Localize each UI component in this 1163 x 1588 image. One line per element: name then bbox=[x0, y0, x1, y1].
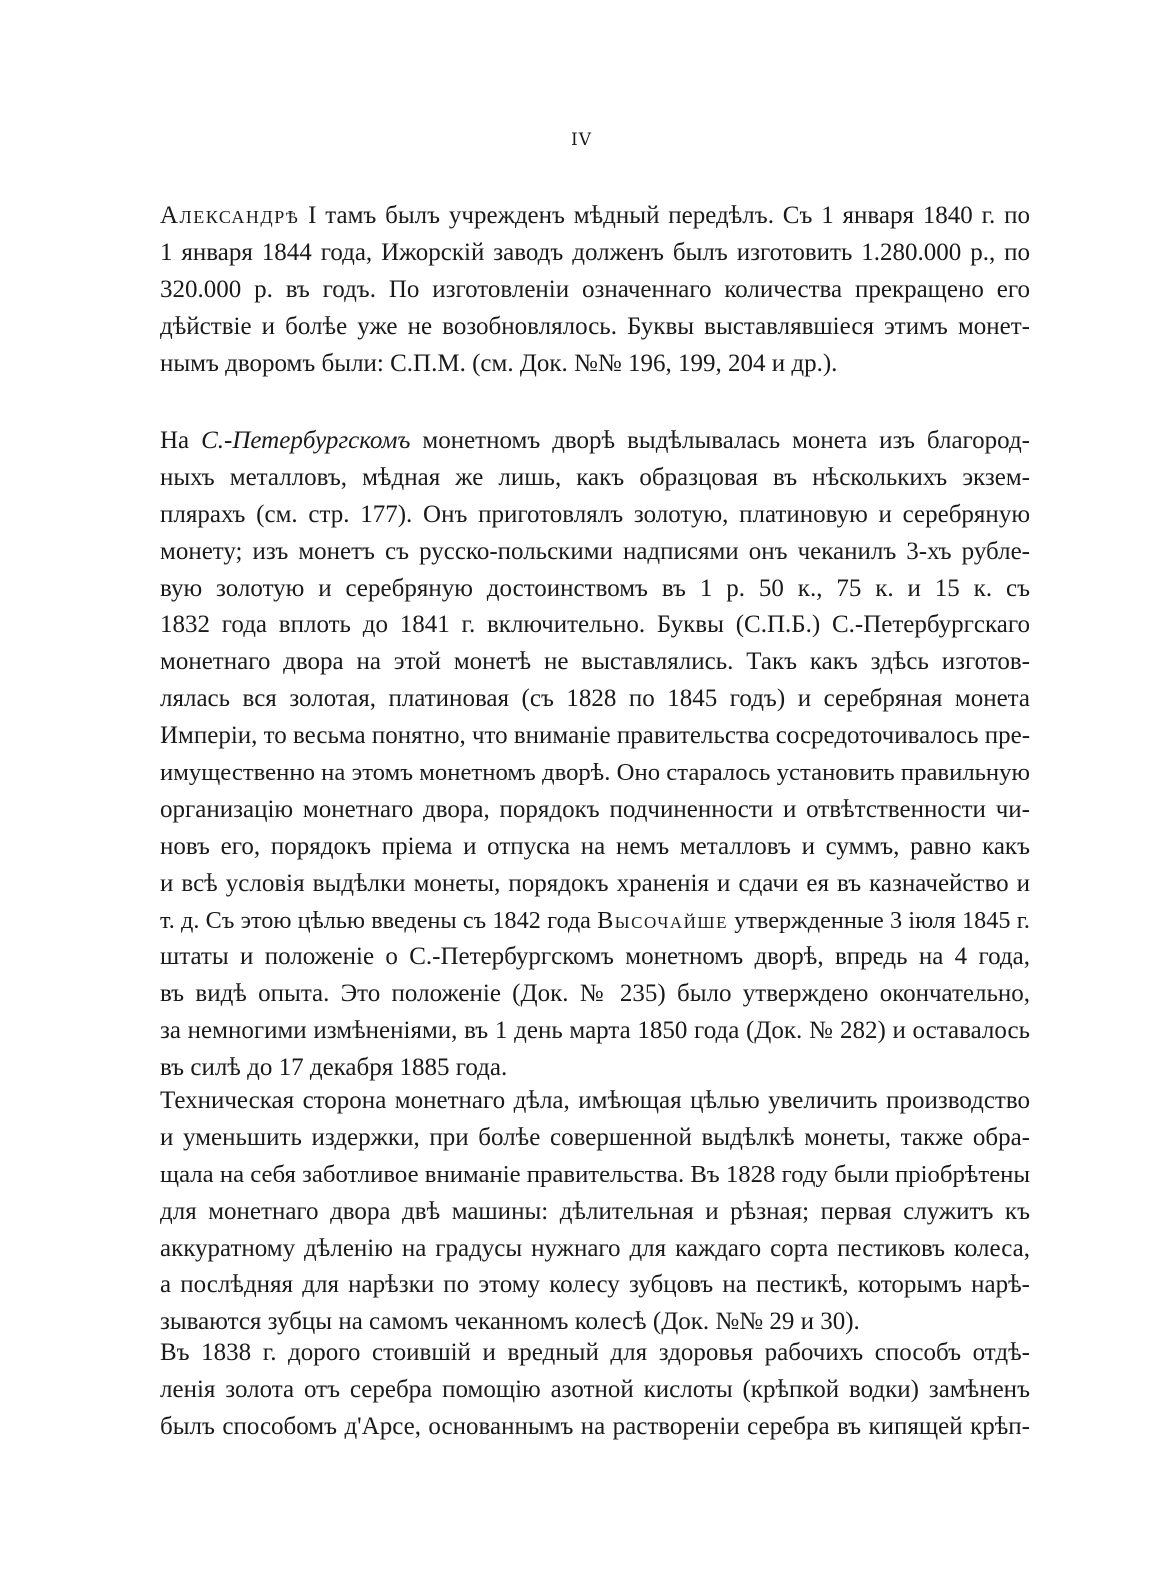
paragraph-1 bbox=[160, 198, 1030, 382]
text-line: аккуратному дѣленію на градусы нужнаго для каждаго сорта пестиковъ колеса, bbox=[160, 1234, 1030, 1262]
text-line: и всѣ условія выдѣлки монеты, порядокъ храненія и сдачи ея въ казначейство и bbox=[160, 869, 1030, 897]
text-line: монету; изъ монетъ съ русско-польскими надписями онъ чеканилъ 3-хъ рубле- bbox=[160, 537, 1030, 565]
text-line: ныхъ металловъ, мѣдная же лишь, какъ образцовая въ нѣсколькихъ экзем- bbox=[160, 463, 1030, 491]
text-line: монетнаго двора на этой монетѣ не выставлялись. Такъ какъ здѣсь изготов- bbox=[160, 648, 1030, 676]
text-line: вую золотую и серебряную достоинствомъ въ 1 р. 50 к., 75 к. и 15 к. съ bbox=[160, 574, 1030, 602]
text-line: въ силѣ до 17 декабря 1885 года. bbox=[160, 1054, 508, 1082]
text-line: плярахъ (см. стр. 177). Онъ приготовлялъ золотую, платиновую и серебряную bbox=[160, 500, 1030, 528]
text-line: имущественно на этомъ монетномъ дворѣ. Оно старалось установить правильную bbox=[160, 759, 1030, 787]
text-line: 1832 года вплоть до 1841 г. включительно. Буквы (С.П.Б.) С.-Петербургскаго bbox=[160, 611, 1030, 639]
text-line: а послѣдняя для нарѣзки по этому колесу зубцовъ на пестикѣ, которымъ нарѣ- bbox=[160, 1271, 1030, 1299]
text-line: зываются зубцы на самомъ чеканномъ колесѣ (Док. №№ 29 и 30). bbox=[160, 1308, 860, 1336]
text-line: для монетнаго двора двѣ машины: дѣлительная и рѣзная; первая служитъ къ bbox=[160, 1197, 1030, 1225]
page-number: IV bbox=[571, 130, 592, 150]
text-line: 320.000 р. въ годъ. По изготовленіи означеннаго количества прекращено его bbox=[160, 275, 1030, 303]
text-line: въ видѣ опыта. Это положеніе (Док. № 235) было утверждено окончательно, bbox=[160, 980, 1030, 1008]
paragraph-4 bbox=[160, 1335, 1030, 1446]
text-line: и уменьшить издержки, при болѣе совершенной выдѣлкѣ монеты, также обра- bbox=[160, 1123, 1030, 1151]
text-line: нымъ дворомъ были: С.П.М. (см. Док. №№ 196, 199, 204 и др.). bbox=[160, 349, 838, 377]
text-line: Имперіи, то весьма понятно, что вниманіе правительства сосредоточивалось пре- bbox=[160, 722, 1031, 750]
text-line: Въ 1838 г. дорого стоившій и вредный для здоровья рабочихъ способъ отдѣ- bbox=[160, 1339, 1030, 1366]
text-line: Александрѣ I тамъ былъ учрежденъ мѣдный передѣлъ. Съ 1 января 1840 г. по bbox=[160, 202, 1030, 229]
text-line: т. д. Съ этою цѣлью введены съ 1842 года Высочайше утвержденные 3 іюля 1845 г. bbox=[160, 906, 1030, 934]
text-line: Техническая сторона монетнаго дѣла, имѣющая цѣлью увеличить производство bbox=[160, 1087, 1030, 1114]
text-line: былъ способомъ д'Арсе, основаннымъ на раствореніи серебра въ кипящей крѣп- bbox=[160, 1412, 1030, 1440]
text-line: за немногими измѣненіями, въ 1 день марта 1850 года (Док. № 282) и оставалось bbox=[160, 1017, 1030, 1045]
text-line: щала на себя заботливое вниманіе правительства. Въ 1828 году были пріобрѣтены bbox=[160, 1160, 1031, 1188]
text-line: 1 января 1844 года, Ижорскій заводъ долженъ былъ изготовить 1.280.000 р., по bbox=[160, 238, 1030, 266]
text-line: организацію монетнаго двора, порядокъ подчиненности и отвѣтственности чи- bbox=[160, 795, 1030, 823]
paragraph-2 bbox=[160, 423, 1030, 1087]
text-line: лялась вся золотая, платиновая (съ 1828 по 1845 годъ) и серебряная монета bbox=[160, 685, 1030, 713]
text-line: ленія золота отъ серебра помощію азотной кислоты (крѣпкой водки) замѣненъ bbox=[160, 1375, 1030, 1403]
text-line: штаты и положеніе о С.-Петербургскомъ монетномъ дворѣ, впредь на 4 года, bbox=[160, 943, 1030, 971]
text-line: дѣйствіе и болѣе уже не возобновлялось. Буквы выставлявшіеся этимъ монет- bbox=[160, 312, 1030, 340]
text-line: новъ его, порядокъ пріема и отпуска на немъ металловъ и суммъ, равно какъ bbox=[160, 832, 1030, 860]
paragraph-3 bbox=[160, 1083, 1030, 1341]
text-line: На С.-Петербургскомъ монетномъ дворѣ выдѣлывалась монета изъ благород- bbox=[160, 427, 1030, 454]
